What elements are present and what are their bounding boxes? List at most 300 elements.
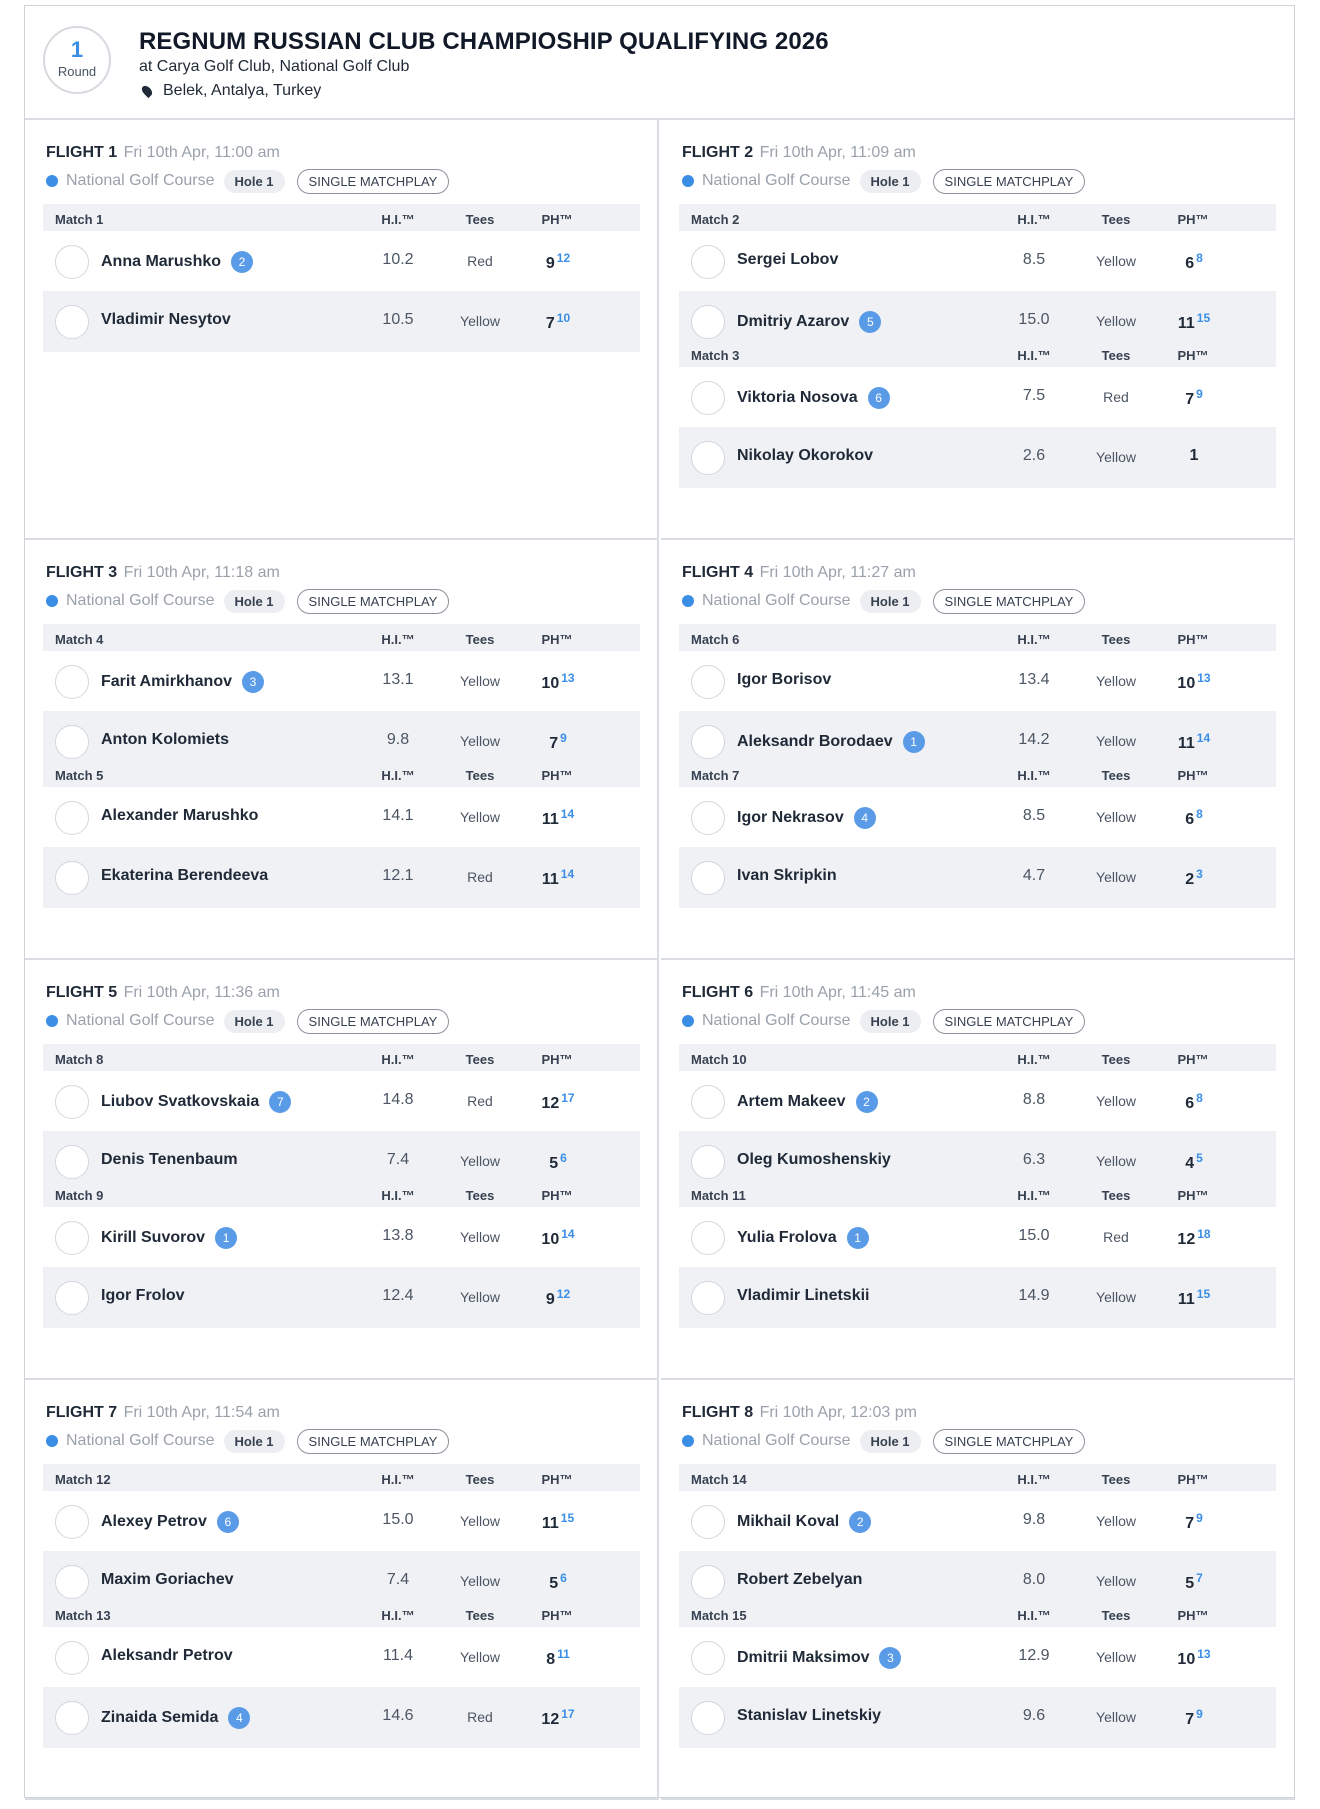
column-tees: Tees — [1101, 632, 1131, 647]
handicap-index: 15.0 — [382, 1511, 414, 1528]
player-name-cell[interactable] — [737, 1091, 878, 1113]
ph-value: 10 — [541, 675, 560, 692]
player-row[interactable] — [43, 1267, 640, 1327]
player-row[interactable] — [679, 1071, 1276, 1131]
format-chip: SINGLE MATCHPLAY — [297, 1009, 450, 1034]
avatar — [691, 1505, 725, 1539]
player-row[interactable] — [43, 291, 640, 351]
player-name-cell[interactable] — [737, 1707, 881, 1725]
match-label: Match 14 — [691, 1472, 747, 1487]
player-badge: 6 — [217, 1511, 239, 1533]
player-name-cell[interactable] — [101, 1227, 237, 1249]
tees-value: Yellow — [1096, 809, 1136, 825]
course-dot-icon — [46, 595, 58, 607]
playing-handicap — [1159, 447, 1229, 465]
player-row[interactable] — [43, 231, 640, 291]
player-name[interactable]: Ivan Skripkin — [737, 867, 837, 884]
flight-info — [682, 1428, 1085, 1454]
ph-strokes: 17 — [561, 1707, 575, 1721]
flight-panel — [661, 1380, 1295, 1800]
player-row[interactable] — [43, 1071, 640, 1131]
flight-heading — [682, 144, 916, 162]
player-name[interactable]: Liubov Svatkovskaia — [101, 1093, 260, 1110]
tees-value: Red — [1103, 1229, 1129, 1245]
hole-badge: Hole 1 — [224, 590, 285, 613]
ph-strokes: 13 — [1197, 671, 1211, 685]
flight-heading — [46, 984, 280, 1002]
ph-strokes: 3 — [1196, 867, 1203, 881]
player-name-cell[interactable] — [737, 311, 881, 333]
avatar — [55, 305, 89, 339]
column-hi: H.I.™ — [381, 212, 415, 227]
avatar — [55, 725, 89, 759]
ph-value: 11 — [1177, 735, 1195, 752]
column-ph: PH™ — [541, 212, 573, 227]
tees-value: Yellow — [460, 1153, 500, 1169]
handicap-index: 15.0 — [1018, 1227, 1050, 1244]
playing-handicap — [1159, 671, 1229, 693]
match-label: Match 9 — [55, 1188, 104, 1203]
match-label: Match 7 — [691, 768, 740, 783]
playing-handicap — [1159, 1647, 1229, 1669]
format-chip: SINGLE MATCHPLAY — [297, 169, 450, 194]
tees-value: Red — [467, 869, 493, 885]
handicap-index: 8.5 — [1022, 251, 1046, 268]
player-row[interactable] — [679, 1687, 1276, 1747]
flight-name: FLIGHT 5 — [46, 984, 118, 1001]
player-name-cell[interactable] — [737, 251, 838, 269]
player-name[interactable]: Igor Nekrasov — [737, 809, 844, 826]
event-venue: at Carya Golf Club, National Golf Club — [139, 58, 410, 75]
flight-name: FLIGHT 7 — [46, 1404, 118, 1421]
tees-value: Yellow — [460, 1289, 500, 1305]
player-row[interactable] — [679, 1267, 1276, 1327]
playing-handicap — [523, 1647, 593, 1669]
player-row[interactable] — [679, 427, 1276, 487]
column-ph: PH™ — [541, 1472, 573, 1487]
player-name[interactable]: Dmitrii Maksimov — [737, 1649, 870, 1666]
tees-value: Red — [467, 253, 493, 269]
player-row[interactable] — [679, 1207, 1276, 1267]
player-row[interactable] — [43, 651, 640, 711]
flight-tee-time: Fri 10th Apr, 11:18 am — [123, 564, 280, 581]
avatar — [55, 1565, 89, 1599]
player-name[interactable]: Yulia Frolova — [737, 1229, 837, 1246]
player-row[interactable] — [43, 1687, 640, 1747]
course-dot-icon — [682, 1015, 694, 1027]
tees-value: Yellow — [1096, 1093, 1136, 1109]
player-row[interactable] — [679, 1627, 1276, 1687]
avatar — [691, 1565, 725, 1599]
column-ph: PH™ — [541, 632, 573, 647]
handicap-index: 13.4 — [1018, 671, 1050, 688]
course-name: National Golf Course — [702, 592, 851, 609]
avatar — [55, 1145, 89, 1179]
format-chip: SINGLE MATCHPLAY — [297, 1429, 450, 1454]
player-name-cell[interactable] — [101, 251, 253, 273]
player-name[interactable]: Kirill Suvorov — [101, 1229, 206, 1246]
handicap-index: 12.4 — [382, 1287, 414, 1304]
avatar — [691, 441, 725, 475]
flight-heading — [46, 564, 280, 582]
player-name[interactable]: Vladimir Linetskii — [737, 1287, 870, 1304]
player-name[interactable]: Dmitriy Azarov — [737, 313, 850, 330]
player-name-cell[interactable] — [101, 1287, 185, 1305]
handicap-index: 14.9 — [1018, 1287, 1050, 1304]
ph-strokes: 13 — [561, 671, 575, 685]
column-hi: H.I.™ — [1017, 1608, 1051, 1623]
match-header — [679, 1044, 1276, 1071]
avatar — [691, 1641, 725, 1675]
ph-strokes: 9 — [560, 731, 567, 745]
playing-handicap — [523, 251, 593, 273]
player-name-cell[interactable] — [737, 1511, 871, 1533]
player-name[interactable]: Aleksandr Borodaev — [737, 733, 893, 750]
player-row[interactable] — [43, 787, 640, 847]
player-name[interactable]: Alexander Marushko — [101, 807, 259, 824]
player-badge: 7 — [269, 1091, 291, 1113]
ph-strokes: 12 — [556, 251, 571, 265]
player-row[interactable] — [679, 367, 1276, 427]
player-name-cell[interactable] — [737, 731, 925, 753]
ph-value: 9 — [545, 1291, 555, 1308]
ph-value: 7 — [545, 315, 555, 332]
handicap-index: 12.9 — [1018, 1647, 1050, 1664]
flight-name: FLIGHT 6 — [682, 984, 754, 1001]
hole-badge: Hole 1 — [224, 1010, 285, 1033]
tees-value: Yellow — [460, 1573, 500, 1589]
tees-value: Red — [1103, 389, 1129, 405]
player-name[interactable]: Artem Makeev — [737, 1093, 846, 1110]
flight-name: FLIGHT 2 — [682, 144, 754, 161]
playing-handicap — [523, 1151, 593, 1173]
flights-grid — [25, 120, 1294, 1797]
ph-value: 11 — [1177, 1291, 1195, 1308]
round-badge — [43, 26, 111, 94]
ph-value: 11 — [541, 871, 559, 888]
ph-strokes: 7 — [1196, 1571, 1203, 1585]
ph-strokes: 15 — [560, 1511, 575, 1525]
flight-panel — [25, 120, 659, 540]
player-name-cell[interactable] — [101, 671, 264, 693]
player-name-cell[interactable] — [101, 1571, 234, 1589]
player-name[interactable]: Stanislav Linetskiy — [737, 1707, 882, 1724]
ph-strokes: 6 — [560, 1151, 567, 1165]
player-name[interactable]: Mikhail Koval — [737, 1513, 840, 1530]
avatar — [691, 1145, 725, 1179]
column-hi: H.I.™ — [381, 1472, 415, 1487]
playing-handicap — [523, 1287, 593, 1309]
column-hi: H.I.™ — [381, 1188, 415, 1203]
match-header — [679, 1180, 1276, 1207]
player-name-cell[interactable] — [737, 1571, 862, 1589]
player-name[interactable]: Igor Borisov — [737, 671, 832, 688]
player-row[interactable] — [679, 847, 1276, 907]
player-name[interactable]: Igor Frolov — [101, 1287, 185, 1304]
playing-handicap — [523, 1227, 593, 1249]
match-header — [43, 1044, 640, 1071]
avatar — [691, 1221, 725, 1255]
match-card — [43, 1180, 640, 1328]
playing-handicap — [1159, 387, 1229, 409]
column-ph: PH™ — [541, 1052, 573, 1067]
course-dot-icon — [46, 1435, 58, 1447]
playing-handicap — [1159, 1151, 1229, 1173]
column-hi: H.I.™ — [1017, 1188, 1051, 1203]
ph-value: 6 — [1185, 1095, 1195, 1112]
player-name-cell[interactable] — [101, 731, 229, 749]
column-ph: PH™ — [1177, 348, 1209, 363]
playing-handicap — [523, 1571, 593, 1593]
match-card — [43, 204, 640, 352]
avatar — [55, 1221, 89, 1255]
hole-badge: Hole 1 — [860, 590, 921, 613]
event-location — [139, 82, 321, 100]
tees-value: Yellow — [1096, 869, 1136, 885]
player-name[interactable]: Oleg Kumoshenskiy — [737, 1151, 891, 1168]
column-tees: Tees — [465, 1052, 495, 1067]
player-name[interactable]: Denis Tenenbaum — [101, 1151, 238, 1168]
match-card — [679, 1044, 1276, 1192]
match-header — [679, 340, 1276, 367]
player-row[interactable] — [679, 787, 1276, 847]
course-name: National Golf Course — [702, 1432, 851, 1449]
ph-value: 5 — [549, 1155, 559, 1172]
ph-strokes: 8 — [1196, 807, 1203, 821]
player-name-cell[interactable] — [737, 1227, 869, 1249]
format-chip: SINGLE MATCHPLAY — [933, 1429, 1086, 1454]
flight-info — [46, 588, 449, 614]
tees-value: Yellow — [1096, 1153, 1136, 1169]
column-hi: H.I.™ — [381, 632, 415, 647]
course-name: National Golf Course — [702, 1012, 851, 1029]
match-header — [679, 760, 1276, 787]
tees-value: Yellow — [1096, 253, 1136, 269]
player-name[interactable]: Zinaida Semida — [101, 1709, 219, 1726]
tees-value: Yellow — [1096, 673, 1136, 689]
player-name-cell[interactable] — [101, 1647, 233, 1665]
course-dot-icon — [46, 175, 58, 187]
player-name-cell[interactable] — [737, 671, 831, 689]
ph-value: 5 — [549, 1575, 559, 1592]
course-dot-icon — [46, 1015, 58, 1027]
hole-badge: Hole 1 — [224, 1430, 285, 1453]
player-row[interactable] — [43, 1207, 640, 1267]
hole-badge: Hole 1 — [224, 170, 285, 193]
avatar — [691, 305, 725, 339]
match-card — [43, 1464, 640, 1612]
tees-value: Yellow — [1096, 733, 1136, 749]
flight-tee-time: Fri 10th Apr, 11:36 am — [123, 984, 280, 1001]
player-name[interactable]: Anna Marushko — [101, 253, 222, 270]
match-label: Match 8 — [55, 1052, 104, 1067]
handicap-index: 14.1 — [382, 807, 414, 824]
flight-name: FLIGHT 8 — [682, 1404, 754, 1421]
player-name-cell[interactable] — [101, 1511, 239, 1533]
playing-handicap — [1159, 807, 1229, 829]
avatar — [691, 725, 725, 759]
column-tees: Tees — [465, 768, 495, 783]
column-tees: Tees — [465, 1472, 495, 1487]
flight-info — [46, 1428, 449, 1454]
player-badge: 5 — [859, 311, 881, 333]
event-title: REGNUM RUSSIAN CLUB CHAMPIOSHIP QUALIFYING 2026 — [139, 28, 829, 55]
match-label: Match 3 — [691, 348, 740, 363]
player-row[interactable] — [679, 1491, 1276, 1551]
column-tees: Tees — [465, 1608, 495, 1623]
player-name-cell[interactable] — [737, 1151, 891, 1169]
player-name[interactable]: Ekaterina Berendeeva — [101, 867, 269, 884]
player-name[interactable]: Sergei Lobov — [737, 251, 839, 268]
ph-strokes: 14 — [561, 1227, 575, 1241]
match-card — [43, 760, 640, 908]
player-name-cell[interactable] — [737, 867, 837, 885]
player-name-cell[interactable] — [737, 1287, 869, 1305]
playing-handicap — [1159, 251, 1229, 273]
player-name[interactable]: Farit Amirkhanov — [101, 673, 232, 690]
player-name-cell[interactable] — [101, 1091, 291, 1113]
match-label: Match 5 — [55, 768, 104, 783]
ph-strokes: 12 — [556, 1287, 571, 1301]
flight-tee-time: Fri 10th Apr, 11:09 am — [759, 144, 916, 161]
handicap-index: 10.5 — [382, 311, 414, 328]
avatar — [55, 245, 89, 279]
handicap-index: 8.8 — [1022, 1091, 1046, 1108]
player-name-cell[interactable] — [737, 447, 873, 465]
match-header — [679, 204, 1276, 231]
handicap-index: 9.8 — [386, 731, 410, 748]
ph-strokes: 17 — [561, 1091, 575, 1105]
handicap-index: 7.4 — [386, 1151, 410, 1168]
ph-value: 10 — [1177, 1651, 1196, 1668]
ph-value: 4 — [1185, 1155, 1195, 1172]
match-card — [43, 1044, 640, 1192]
handicap-index: 14.2 — [1018, 731, 1050, 748]
column-hi: H.I.™ — [1017, 1472, 1051, 1487]
player-badge: 1 — [215, 1227, 237, 1249]
avatar — [55, 1505, 89, 1539]
column-hi: H.I.™ — [381, 768, 415, 783]
playing-handicap — [1159, 731, 1229, 753]
location-text: Belek, Antalya, Turkey — [163, 82, 322, 99]
player-name-cell[interactable] — [737, 387, 890, 409]
match-header — [43, 1600, 640, 1627]
match-card — [679, 340, 1276, 488]
handicap-index: 8.0 — [1022, 1571, 1046, 1588]
handicap-index: 9.8 — [1022, 1511, 1046, 1528]
course-name: National Golf Course — [66, 1012, 215, 1029]
tees-value: Red — [467, 1709, 493, 1725]
player-name[interactable]: Vladimir Nesytov — [101, 311, 231, 328]
player-name[interactable]: Alexey Petrov — [101, 1513, 207, 1530]
player-name[interactable]: Aleksandr Petrov — [101, 1647, 233, 1664]
avatar — [691, 1085, 725, 1119]
playing-handicap — [1159, 1091, 1229, 1113]
ph-value: 10 — [1177, 675, 1196, 692]
flight-info — [46, 1008, 449, 1034]
avatar — [691, 245, 725, 279]
handicap-index: 10.2 — [382, 251, 414, 268]
column-ph: PH™ — [541, 1608, 573, 1623]
player-name-cell[interactable] — [101, 1151, 238, 1169]
match-header — [43, 760, 640, 787]
column-ph: PH™ — [541, 1188, 573, 1203]
tees-value: Yellow — [460, 1649, 500, 1665]
column-ph: PH™ — [1177, 768, 1209, 783]
avatar — [55, 861, 89, 895]
playing-handicap — [523, 807, 593, 829]
tees-value: Yellow — [460, 1229, 500, 1245]
player-name[interactable]: Maxim Goriachev — [101, 1571, 234, 1588]
player-badge: 1 — [903, 731, 925, 753]
flight-panel — [25, 540, 659, 960]
player-name-cell[interactable] — [737, 807, 876, 829]
tees-value: Yellow — [1096, 1289, 1136, 1305]
match-card — [43, 624, 640, 772]
playing-handicap — [523, 867, 593, 889]
player-name-cell[interactable] — [101, 807, 258, 825]
ph-value: 9 — [545, 255, 555, 272]
avatar — [691, 1281, 725, 1315]
player-name[interactable]: Nikolay Okorokov — [737, 447, 874, 464]
ph-strokes: 18 — [1197, 1227, 1211, 1241]
player-row[interactable] — [679, 231, 1276, 291]
tees-value: Yellow — [1096, 449, 1136, 465]
column-hi: H.I.™ — [381, 1608, 415, 1623]
player-row[interactable] — [679, 651, 1276, 711]
playing-handicap — [1159, 311, 1229, 333]
avatar — [691, 801, 725, 835]
player-name-cell[interactable] — [101, 1707, 250, 1729]
column-ph: PH™ — [1177, 212, 1209, 227]
player-badge: 4 — [228, 1707, 250, 1729]
avatar — [691, 665, 725, 699]
ph-value: 12 — [1177, 1231, 1196, 1248]
handicap-index: 15.0 — [1018, 311, 1050, 328]
playing-handicap — [1159, 1511, 1229, 1533]
course-dot-icon — [682, 595, 694, 607]
ph-value: 6 — [1185, 811, 1195, 828]
player-name-cell[interactable] — [101, 311, 231, 329]
player-name[interactable]: Viktoria Nosova — [737, 389, 858, 406]
ph-value: 11 — [1177, 315, 1195, 332]
ph-strokes: 5 — [1196, 1151, 1203, 1165]
match-header — [43, 204, 640, 231]
flight-heading — [682, 984, 916, 1002]
match-card — [679, 204, 1276, 352]
player-row[interactable] — [43, 847, 640, 907]
tees-value: Yellow — [460, 673, 500, 689]
flight-info — [682, 1008, 1085, 1034]
player-badge: 3 — [242, 671, 264, 693]
column-tees: Tees — [465, 212, 495, 227]
player-name-cell[interactable] — [737, 1647, 901, 1669]
ph-strokes: 14 — [560, 807, 575, 821]
handicap-index: 4.7 — [1022, 867, 1046, 884]
match-label: Match 2 — [691, 212, 740, 227]
player-name[interactable]: Robert Zebelyan — [737, 1571, 863, 1588]
column-tees: Tees — [465, 1188, 495, 1203]
format-chip: SINGLE MATCHPLAY — [933, 589, 1086, 614]
column-tees: Tees — [1101, 348, 1131, 363]
ph-value: 8 — [546, 1651, 556, 1668]
format-chip: SINGLE MATCHPLAY — [933, 169, 1086, 194]
handicap-index: 7.5 — [1022, 387, 1046, 404]
player-row[interactable] — [43, 1627, 640, 1687]
player-row[interactable] — [43, 1491, 640, 1551]
player-name[interactable]: Anton Kolomiets — [101, 731, 229, 748]
player-name-cell[interactable] — [101, 867, 268, 885]
